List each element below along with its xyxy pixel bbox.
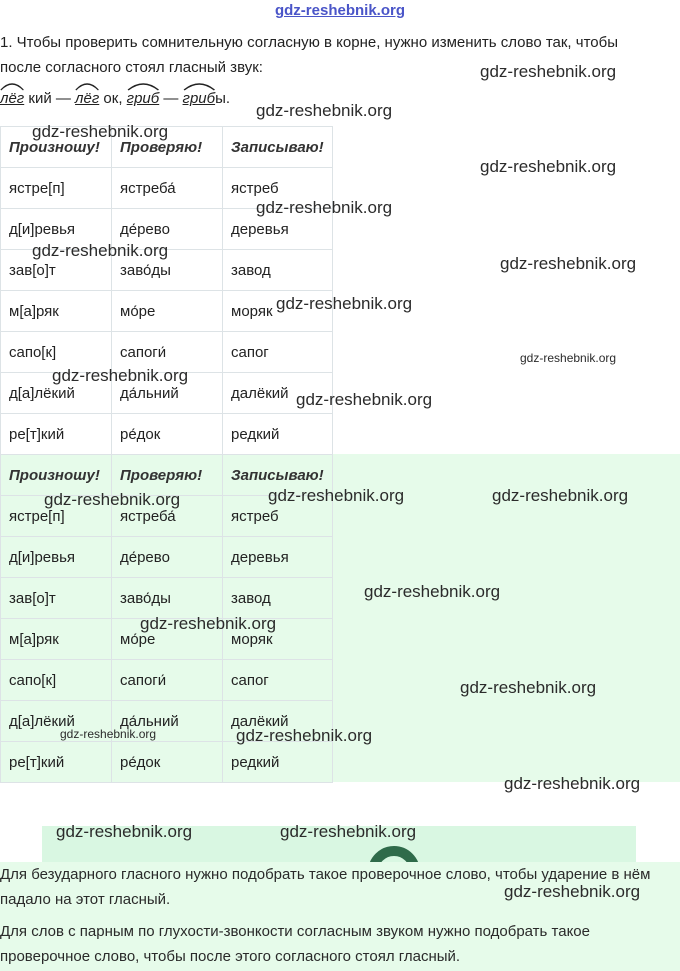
watermark: gdz-reshebnik.org — [256, 198, 393, 217]
table-cell: зав[о]т — [1, 578, 112, 619]
table-row — [1, 742, 333, 783]
header-cell-write: Записываю! — [223, 127, 333, 168]
header-cell-pronounce: Произношу! — [1, 127, 112, 168]
header-cell-pronounce: Произношу! — [1, 455, 112, 496]
root-arc-icon — [0, 81, 24, 91]
table-cell: сапо[к] — [1, 660, 112, 701]
example-ending-2: ок, — [103, 90, 123, 107]
watermark: gdz-reshebnik.org — [32, 241, 169, 260]
table-cell: далёкий — [223, 373, 333, 414]
example-word-4 — [183, 90, 216, 107]
table-cell: ястреба́ — [112, 496, 223, 537]
example-root-4: гриб — [182, 90, 216, 107]
table-cell: завод — [223, 578, 333, 619]
header-cell-check: Проверяю! — [112, 127, 223, 168]
table-cell: сапоги́ — [112, 660, 223, 701]
table-cell: моряк — [223, 291, 333, 332]
table-cell: ястреб — [223, 496, 333, 537]
watermark: gdz-reshebnik.org — [480, 62, 617, 81]
example-root-2: лёг — [75, 90, 100, 107]
watermark: gdz-reshebnik.org — [140, 614, 277, 633]
spelling-table — [0, 126, 333, 455]
table-cell: моряк — [223, 619, 333, 660]
table-cell: да́льний — [112, 701, 223, 742]
rules-section — [0, 862, 680, 971]
table-cell: далёкий — [223, 701, 333, 742]
table-cell: м[а]ряк — [1, 619, 112, 660]
table-cell: деревья — [223, 209, 333, 250]
example-root-1: лёг — [0, 90, 25, 107]
table-cell: редкий — [223, 414, 333, 455]
example-ending-4: ы. — [215, 90, 231, 107]
intro-line-2: после согласного стоял гласный звук: — [0, 59, 263, 76]
site-title-link[interactable]: gdz-reshebnik.org — [274, 2, 405, 19]
table-cell: ястре[п] — [1, 168, 112, 209]
table-cell: деревья — [223, 537, 333, 578]
example-root-3: гриб — [126, 90, 160, 107]
header-cell-write: Записываю! — [223, 455, 333, 496]
header-cell-check: Проверяю! — [112, 455, 223, 496]
watermark: gdz-reshebnik.org — [500, 254, 637, 273]
table-cell: редкий — [223, 742, 333, 783]
table-cell: мо́ре — [112, 619, 223, 660]
table-cell: ястреба́ — [112, 168, 223, 209]
root-arc-icon — [75, 81, 99, 91]
table-cell: ястреб — [223, 168, 333, 209]
watermark: gdz-reshebnik.org — [296, 390, 433, 409]
watermark: gdz-reshebnik.org — [256, 101, 393, 120]
table-cell: сапог — [223, 660, 333, 701]
table-cell: д[и]ревья — [1, 209, 112, 250]
table-cell: да́льний — [112, 373, 223, 414]
table-row — [1, 660, 333, 701]
watermark: gdz-reshebnik.org — [52, 366, 189, 385]
watermark: gdz-reshebnik.org — [504, 882, 641, 901]
example-word-3 — [127, 90, 160, 107]
watermark: gdz-reshebnik.org — [520, 351, 617, 365]
watermark: gdz-reshebnik.org — [504, 774, 641, 793]
table-cell: сапо[к] — [1, 332, 112, 373]
examples-line — [0, 90, 230, 120]
watermark: gdz-reshebnik.org — [56, 822, 193, 841]
table-cell: ре[т]кий — [1, 742, 112, 783]
table-cell: сапоги́ — [112, 332, 223, 373]
table-cell: де́рево — [112, 537, 223, 578]
watermark: gdz-reshebnik.org — [492, 486, 629, 505]
table-cell: зав[о]т — [1, 250, 112, 291]
example-word-1 — [0, 90, 24, 107]
watermark: gdz-reshebnik.org — [44, 490, 181, 509]
watermark: gdz-reshebnik.org — [236, 726, 373, 745]
watermark: gdz-reshebnik.org — [480, 157, 617, 176]
table-cell: де́рево — [112, 209, 223, 250]
table-cell: ре[т]кий — [1, 414, 112, 455]
table-row — [1, 414, 333, 455]
watermark: gdz-reshebnik.org — [460, 678, 597, 697]
example-ending-1: кий — — [28, 90, 71, 107]
table-cell: д[а]лёкий — [1, 373, 112, 414]
table-cell: ре́док — [112, 414, 223, 455]
table-cell: д[и]ревья — [1, 537, 112, 578]
table-cell: м[а]ряк — [1, 291, 112, 332]
rule-vowel: Для безударного гласного нужно подобрать такое проверочное слово, чтобы ударение в нём падало на этот гласный. — [0, 866, 651, 908]
root-arc-icon — [127, 81, 160, 91]
watermark: gdz-reshebnik.org — [60, 727, 157, 741]
circle-icon — [368, 846, 420, 862]
table-cell: ястре[п] — [1, 496, 112, 537]
table-cell: завод — [223, 250, 333, 291]
table-cell: мо́ре — [112, 291, 223, 332]
example-dash-3: — — [163, 90, 179, 107]
table-cell: заво́ды — [112, 578, 223, 619]
watermark: gdz-reshebnik.org — [32, 122, 169, 141]
rule-consonant: Для слов с парным по глухости-звонкости согласным звуком нужно подобрать такое проверочное слово, чтобы после этого согласного стоял гласный. — [0, 923, 590, 965]
watermark: gdz-reshebnik.org — [268, 486, 405, 505]
root-arc-icon — [183, 81, 216, 91]
table-cell: ре́док — [112, 742, 223, 783]
watermark: gdz-reshebnik.org — [280, 822, 417, 841]
table-cell: д[а]лёкий — [1, 701, 112, 742]
table-row — [1, 578, 333, 619]
watermark: gdz-reshebnik.org — [276, 294, 413, 313]
table-cell: сапог — [223, 332, 333, 373]
intro-line-1: 1. Чтобы проверить сомнительную согласную в корне, нужно изменить слово так, чтобы — [0, 34, 618, 51]
example-word-2 — [75, 90, 99, 107]
table-cell: заво́ды — [112, 250, 223, 291]
table-row — [1, 537, 333, 578]
watermark: gdz-reshebnik.org — [364, 582, 501, 601]
